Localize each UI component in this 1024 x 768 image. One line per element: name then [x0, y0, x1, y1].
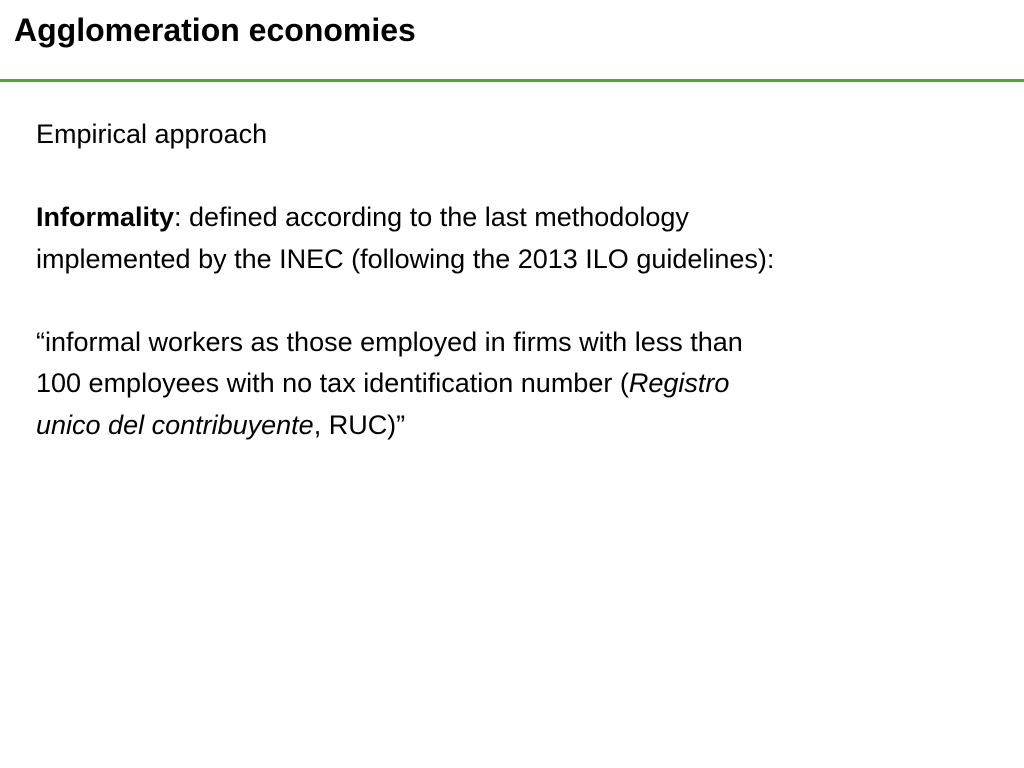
slide-body	[36, 114, 996, 446]
definition-text-line1: : defined according to the last methodology	[174, 202, 689, 232]
title-divider	[0, 79, 1024, 82]
quote-line2-prefix: 100 employees with no tax identification number (	[36, 368, 629, 398]
definition-text-line2: implemented by the INEC (following the 2013 ILO guidelines):	[36, 243, 775, 274]
section-heading-text: Empirical approach	[36, 119, 268, 149]
paragraph-spacer	[36, 280, 996, 322]
quote-line1: “informal workers as those employed in firms with less than	[36, 326, 743, 357]
quote-line3-italic: unico del contribuyente	[36, 409, 314, 440]
informality-term: Informality	[36, 202, 175, 232]
informality-quote	[36, 322, 996, 447]
quote-line3-suffix: , RUC)”	[313, 409, 406, 440]
quote-line2-italic: Registro	[628, 368, 730, 398]
informality-definition	[36, 197, 996, 280]
paragraph-spacer	[36, 156, 996, 198]
slide-title: Agglomeration economies	[14, 12, 416, 48]
section-heading	[36, 114, 996, 156]
